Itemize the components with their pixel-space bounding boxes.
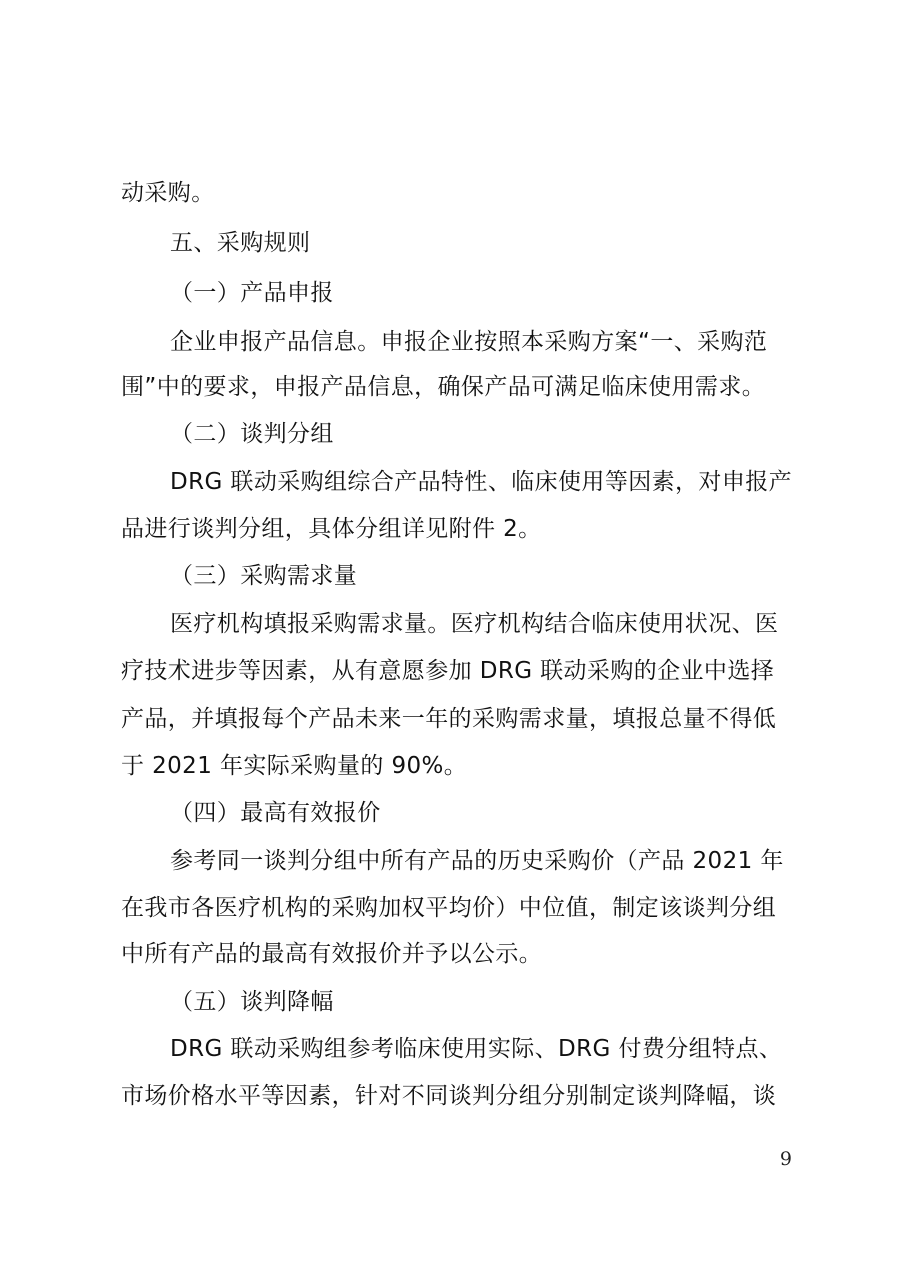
paragraph-line: 中所有产品的最高有效报价并予以公示。 [121, 941, 543, 967]
paragraph-line: 产品，并填报每个产品未来一年的采购需求量，填报总量不得低 [121, 706, 777, 732]
subsection-heading: （三）采购需求量 [170, 563, 358, 589]
paragraph-continuation: 动采购。 [121, 180, 215, 206]
page-number: 9 [779, 1148, 792, 1170]
paragraph-line: 于 2021 年实际采购量的 90%。 [121, 753, 468, 779]
paragraph-line: DRG 联动采购组参考临床使用实际、DRG 付费分组特点、 [170, 1036, 783, 1062]
paragraph-line: 企业申报产品信息。申报企业按照本采购方案“一、采购范 [170, 329, 768, 355]
subsection-heading: （四）最高有效报价 [170, 800, 381, 826]
paragraph-line: 围”中的要求，申报产品信息，确保产品可满足临床使用需求。 [121, 374, 766, 400]
subsection-heading: （一）产品申报 [170, 280, 334, 306]
paragraph-line: DRG 联动采购组综合产品特性、临床使用等因素，对申报产 [170, 469, 793, 495]
paragraph-line: 市场价格水平等因素，针对不同谈判分组分别制定谈判降幅，谈 [121, 1083, 777, 1109]
paragraph-line: 品进行谈判分组，具体分组详见附件 2。 [121, 516, 542, 542]
paragraph-line: 在我市各医疗机构的采购加权平均价）中位值，制定该谈判分组 [121, 895, 777, 921]
subsection-heading: （二）谈判分组 [170, 421, 334, 447]
section-heading: 五、采购规则 [170, 230, 311, 256]
paragraph-line: 参考同一谈判分组中所有产品的历史采购价（产品 2021 年 [170, 848, 784, 874]
subsection-heading: （五）谈判降幅 [170, 989, 334, 1015]
paragraph-line: 医疗机构填报采购需求量。医疗机构结合临床使用状况、医 [170, 611, 779, 637]
paragraph-line: 疗技术进步等因素，从有意愿参加 DRG 联动采购的企业中选择 [121, 658, 775, 684]
